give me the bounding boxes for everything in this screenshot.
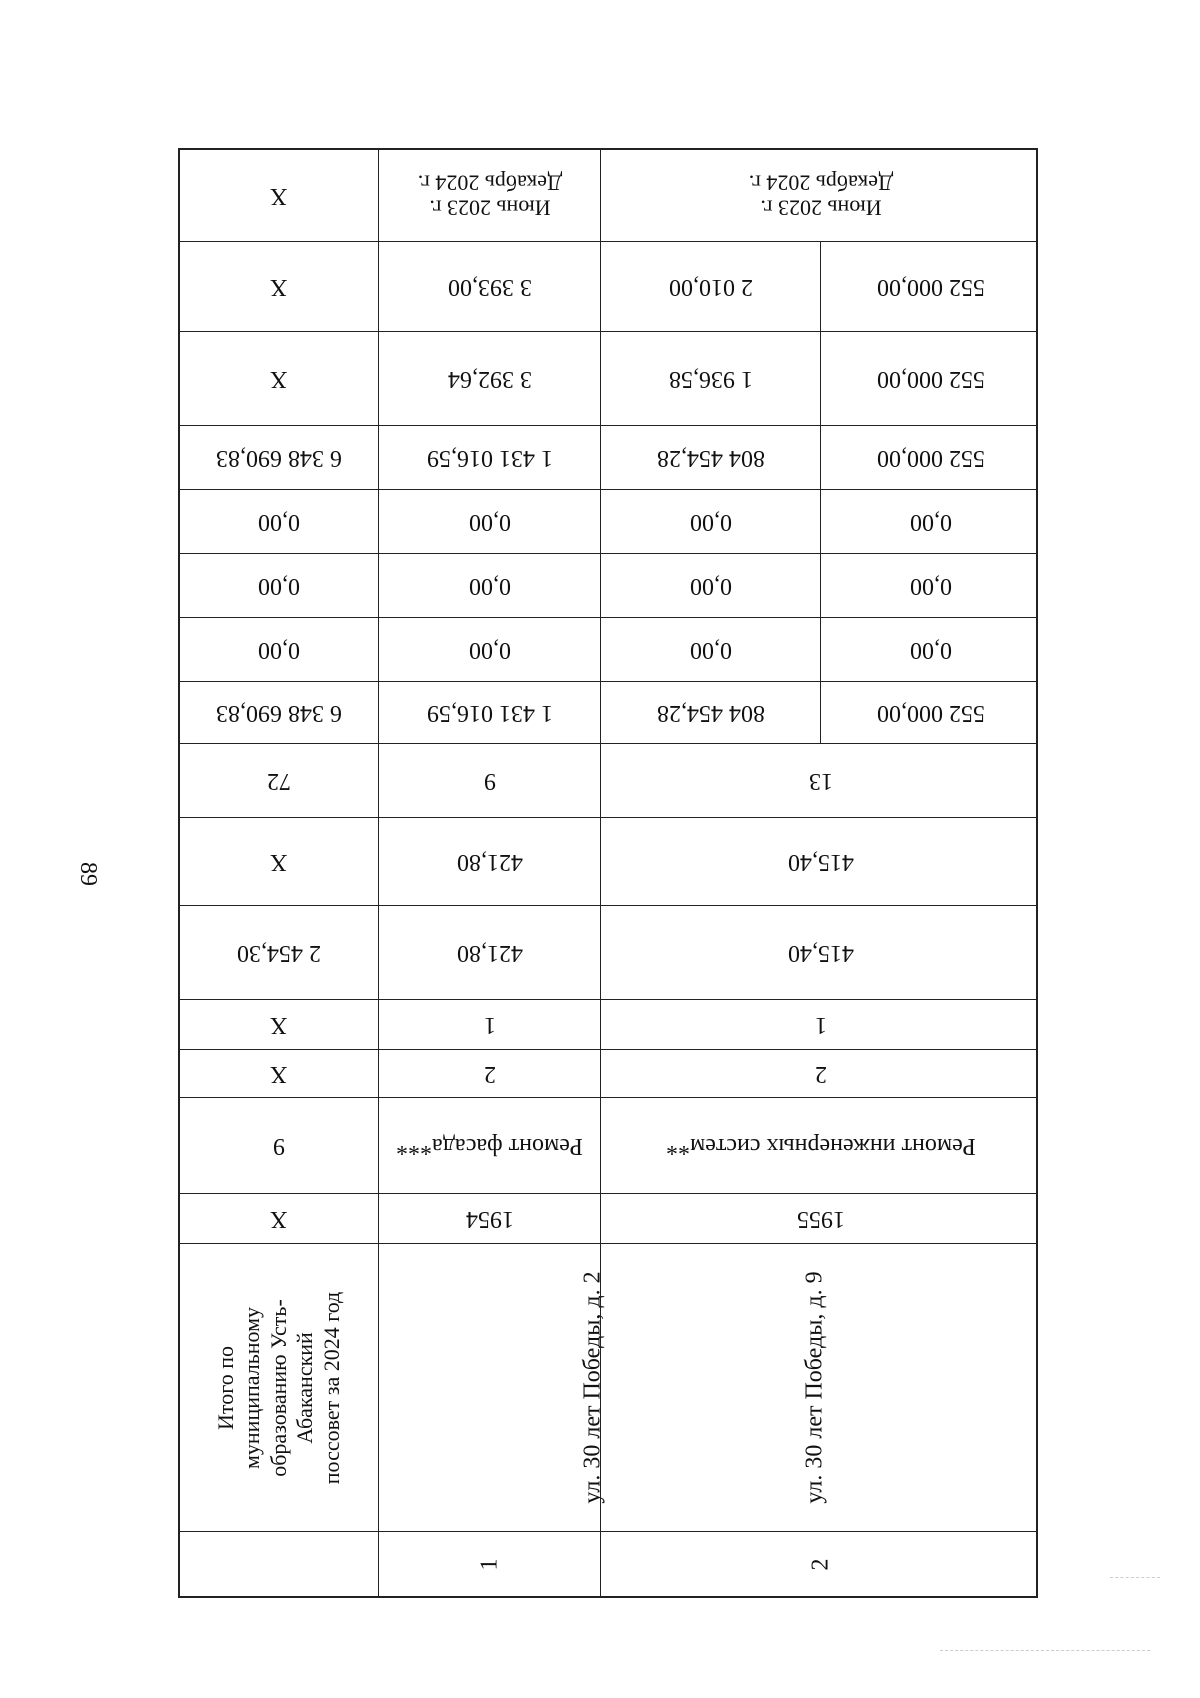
- table-row-area-1: [180, 906, 1036, 1000]
- table-row-count: [180, 744, 1036, 818]
- cell-r2b: 0,00: [820, 554, 1040, 617]
- total-cell: 0,00: [258, 637, 300, 663]
- cell-r2a: 0,00: [600, 554, 820, 617]
- table-row-v2: [180, 332, 1036, 426]
- total-cell: 6 348 690,83: [216, 445, 342, 471]
- cell-r1: Ремонт фасада***: [378, 1098, 600, 1193]
- cell-r2: 2: [600, 1050, 1040, 1097]
- table-row-v5: [180, 554, 1036, 618]
- cell-r2a: 2 010,00: [600, 242, 820, 331]
- total-cell: X: [270, 849, 288, 875]
- cell-r1: 1 431 016,59: [378, 682, 600, 743]
- total-cell: X: [270, 1061, 288, 1087]
- cell-r2b: 552 000,00: [820, 682, 1040, 743]
- table-row-v6: [180, 618, 1036, 682]
- total-cell: 0,00: [258, 573, 300, 599]
- table-row-year: [180, 1194, 1036, 1244]
- table-row-work: [180, 1098, 1036, 1194]
- cell-r1: 421,80: [378, 906, 600, 999]
- cell-r2a: 0,00: [600, 490, 820, 553]
- cell-r1: Июнь 2023 г. Декабрь 2024 г.: [378, 150, 600, 241]
- table-row-entrances: [180, 1000, 1036, 1050]
- cell-r2a: 1 936,58: [600, 332, 820, 425]
- total-cell: 2 454,30: [237, 940, 321, 966]
- total-cell: X: [270, 274, 288, 300]
- total-label-cell: Итого по муниципальному образованию Усть-Абаканский поссовет за 2024 год: [213, 1291, 344, 1484]
- cell-r1: 3 393,00: [378, 242, 600, 331]
- page-number: 89: [75, 862, 101, 886]
- cell-r2: 1955: [600, 1194, 1040, 1243]
- cell-r2b: 0,00: [820, 618, 1040, 681]
- table-row-address: [180, 1244, 1036, 1532]
- cell-r1: 0,00: [378, 490, 600, 553]
- number-cell-r1: 1: [378, 1532, 600, 1596]
- cell-r2b: 552 000,00: [820, 242, 1040, 331]
- cell-r1: 1: [378, 1000, 600, 1049]
- cell-r2a: 0,00: [600, 618, 820, 681]
- total-cell: 72: [267, 768, 291, 794]
- cell-r2: 1: [600, 1000, 1040, 1049]
- total-cell: X: [270, 366, 288, 392]
- cell-r2: 13: [600, 744, 1040, 817]
- table-row-period: [180, 150, 1036, 242]
- cell-r2: 415,40: [600, 906, 1040, 999]
- number-cell-r2: 2: [600, 1532, 1040, 1596]
- cell-r2a: 804 454,28: [600, 682, 820, 743]
- table-row-v4: [180, 490, 1036, 554]
- cell-r1: 0,00: [378, 554, 600, 617]
- rotated-table: [178, 148, 1038, 1598]
- cell-r2b: 552 000,00: [820, 332, 1040, 425]
- cell-r2: Ремонт инженерных систем**: [600, 1098, 1040, 1193]
- total-cell: X: [270, 1012, 288, 1038]
- table-row-number: [180, 1532, 1036, 1596]
- total-cell: X: [270, 183, 288, 209]
- total-merged-cell: [180, 1532, 378, 1596]
- cell-r1: 2: [378, 1050, 600, 1097]
- cell-r2b: 552 000,00: [820, 426, 1040, 489]
- cell-r2b: 0,00: [820, 490, 1040, 553]
- total-cell: 0,00: [258, 509, 300, 535]
- table-row-area-2: [180, 818, 1036, 906]
- total-cell: 9: [273, 1133, 285, 1159]
- cell-r1: 0,00: [378, 618, 600, 681]
- address-cell-r1: ул. 30 лет Победы, д. 2: [378, 1244, 600, 1531]
- cell-r2: 415,40: [600, 818, 1040, 905]
- cell-r1: 421,80: [378, 818, 600, 905]
- cell-r1: 1 431 016,59: [378, 426, 600, 489]
- address-cell-r2: ул. 30 лет Победы, д. 9: [600, 1244, 1040, 1531]
- scan-artifact: [940, 1650, 1150, 1651]
- cell-r2: Июнь 2023 г. Декабрь 2024 г.: [600, 150, 1040, 241]
- cell-r2a: 804 454,28: [600, 426, 820, 489]
- cell-r1: 3 392,64: [378, 332, 600, 425]
- total-cell: X: [270, 1206, 288, 1232]
- cell-r1: 1954: [378, 1194, 600, 1243]
- table-row-v3: [180, 426, 1036, 490]
- table-row-floors: [180, 1050, 1036, 1098]
- cell-r1: 9: [378, 744, 600, 817]
- table-row-v1: [180, 242, 1036, 332]
- table-row-v7: [180, 682, 1036, 744]
- scan-artifact: [1110, 1577, 1160, 1578]
- total-cell: 6 348 690,83: [216, 700, 342, 726]
